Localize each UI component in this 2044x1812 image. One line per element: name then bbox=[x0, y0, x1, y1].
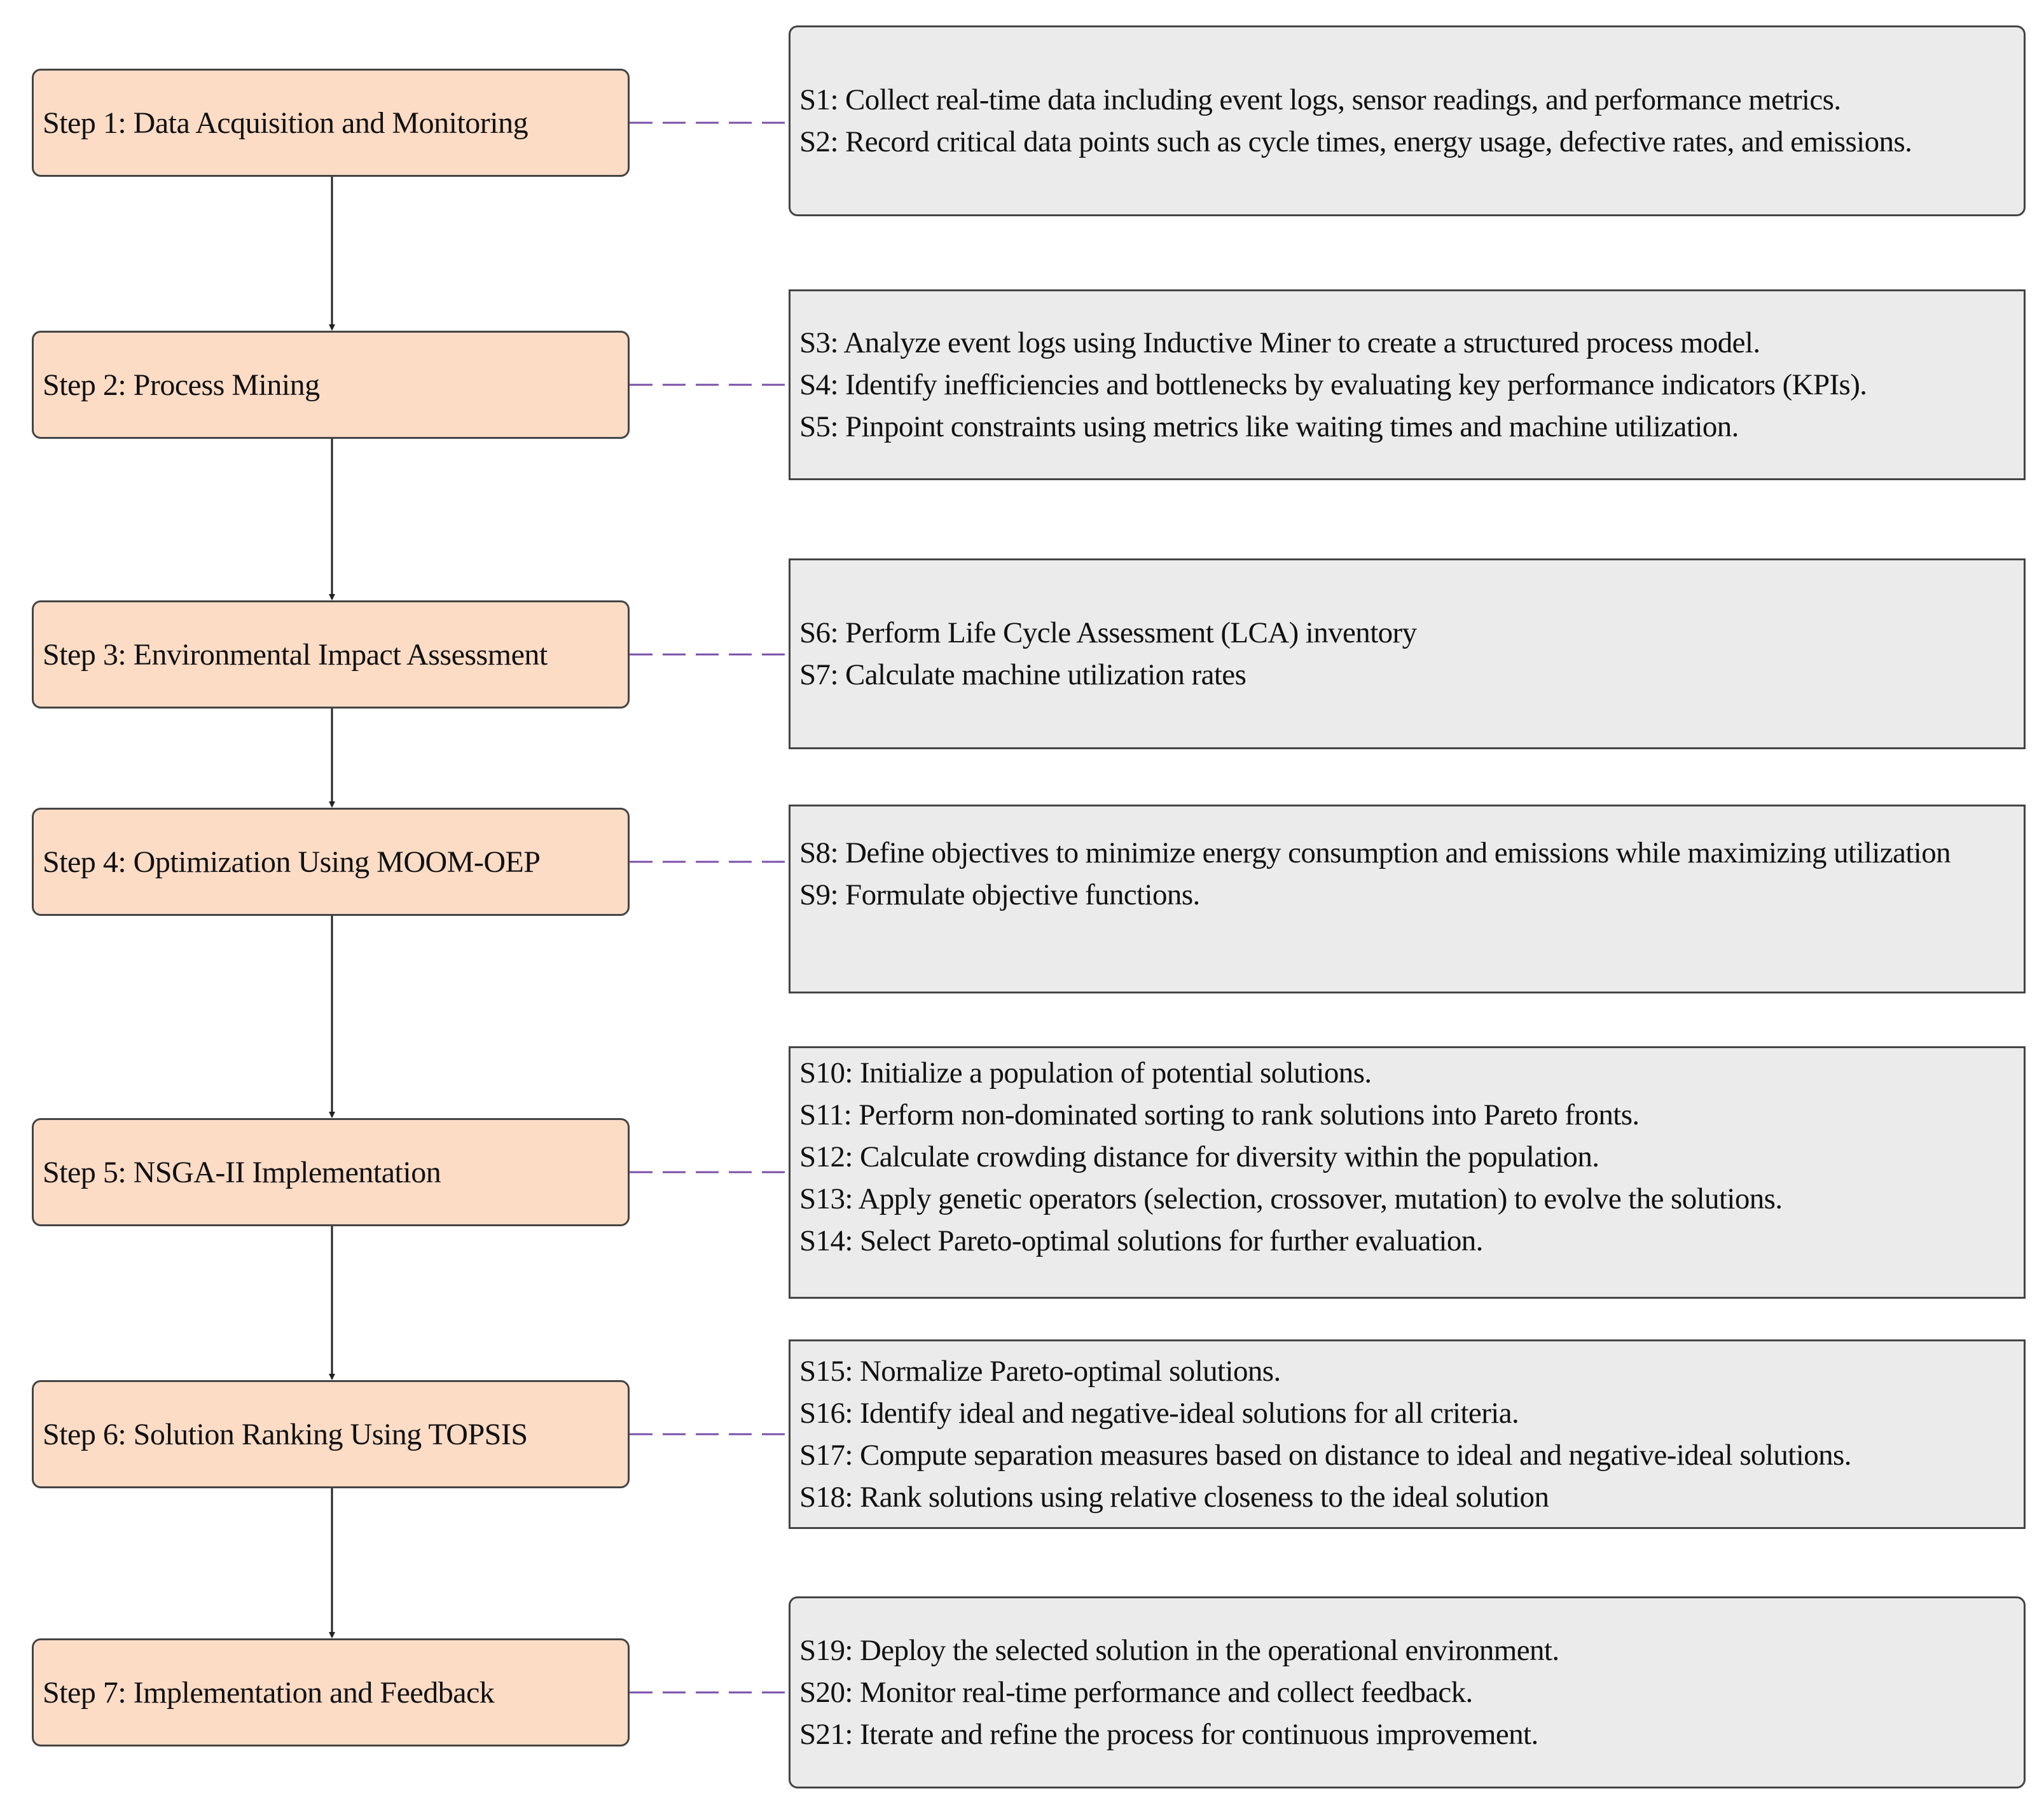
step-6-box bbox=[32, 1380, 630, 1488]
step-1-details bbox=[789, 25, 2026, 216]
detail-s9: S9: Formulate objective functions. bbox=[799, 878, 1200, 911]
step-4-details bbox=[789, 805, 2026, 993]
step-3-box bbox=[32, 600, 630, 709]
step-5-details bbox=[789, 1046, 2026, 1299]
step-7-box bbox=[32, 1638, 630, 1746]
detail-s6: S6: Perform Life Cycle Assessment (LCA) inventory bbox=[799, 616, 1417, 649]
detail-s20: S20: Monitor real-time performance and collect feedback. bbox=[799, 1676, 1473, 1709]
detail-s1: S1: Collect real-time data including event logs, sensor readings, and performance metrics. bbox=[799, 83, 1841, 116]
step-7-details bbox=[789, 1596, 2026, 1788]
detail-s11: S11: Perform non-dominated sorting to rank solutions into Pareto fronts. bbox=[799, 1098, 1640, 1131]
step-3-label: Step 3: Environmental Impact Assessment bbox=[43, 637, 548, 672]
detail-s18: S18: Rank solutions using relative closeness to the ideal solution bbox=[799, 1481, 1549, 1514]
detail-s12: S12: Calculate crowding distance for diversity within the population. bbox=[799, 1140, 1599, 1173]
step-4-label: Step 4: Optimization Using MOOM-OEP bbox=[43, 845, 541, 879]
detail-s5: S5: Pinpoint constraints using metrics like waiting times and machine utilization. bbox=[799, 410, 1739, 443]
detail-s17: S17: Compute separation measures based on distance to ideal and negative-ideal solutions. bbox=[799, 1439, 1851, 1472]
step-2-box bbox=[32, 331, 630, 439]
detail-s21: S21: Iterate and refine the process for continuous improvement. bbox=[799, 1718, 1538, 1751]
step-6-details bbox=[789, 1339, 2026, 1529]
detail-s10: S10: Initialize a population of potential solutions. bbox=[799, 1056, 1372, 1089]
detail-s15: S15: Normalize Pareto-optimal solutions. bbox=[799, 1355, 1281, 1388]
step-1-label: Step 1: Data Acquisition and Monitoring bbox=[43, 106, 528, 140]
detail-s14: S14: Select Pareto-optimal solutions for further evaluation. bbox=[799, 1224, 1483, 1257]
detail-s16: S16: Identify ideal and negative-ideal solutions for all criteria. bbox=[799, 1397, 1519, 1430]
step-5-box bbox=[32, 1118, 630, 1226]
detail-s3: S3: Analyze event logs using Inductive Miner to create a structured process model. bbox=[799, 326, 1760, 359]
step-5-label: Step 5: NSGA-II Implementation bbox=[43, 1155, 441, 1189]
detail-s7: S7: Calculate machine utilization rates bbox=[799, 658, 1246, 691]
step-7-label: Step 7: Implementation and Feedback bbox=[43, 1675, 495, 1710]
step-4-box bbox=[32, 808, 630, 916]
step-3-details bbox=[789, 558, 2026, 749]
step-1-box bbox=[32, 69, 630, 177]
detail-s8: S8: Define objectives to minimize energy consumption and emissions while maximizing utilization bbox=[799, 836, 1951, 869]
step-6-label: Step 6: Solution Ranking Using TOPSIS bbox=[43, 1417, 528, 1451]
detail-s19: S19: Deploy the selected solution in the operational environment. bbox=[799, 1634, 1559, 1667]
detail-s13: S13: Apply genetic operators (selection, crossover, mutation) to evolve the solutions. bbox=[799, 1182, 1783, 1215]
step-2-label: Step 2: Process Mining bbox=[43, 368, 320, 402]
detail-s2: S2: Record critical data points such as cycle times, energy usage, defective rates, and emissions. bbox=[799, 125, 1912, 158]
detail-s4: S4: Identify inefficiencies and bottlenecks by evaluating key performance indicators (KPIs). bbox=[799, 368, 1867, 401]
step-2-details bbox=[789, 289, 2026, 480]
